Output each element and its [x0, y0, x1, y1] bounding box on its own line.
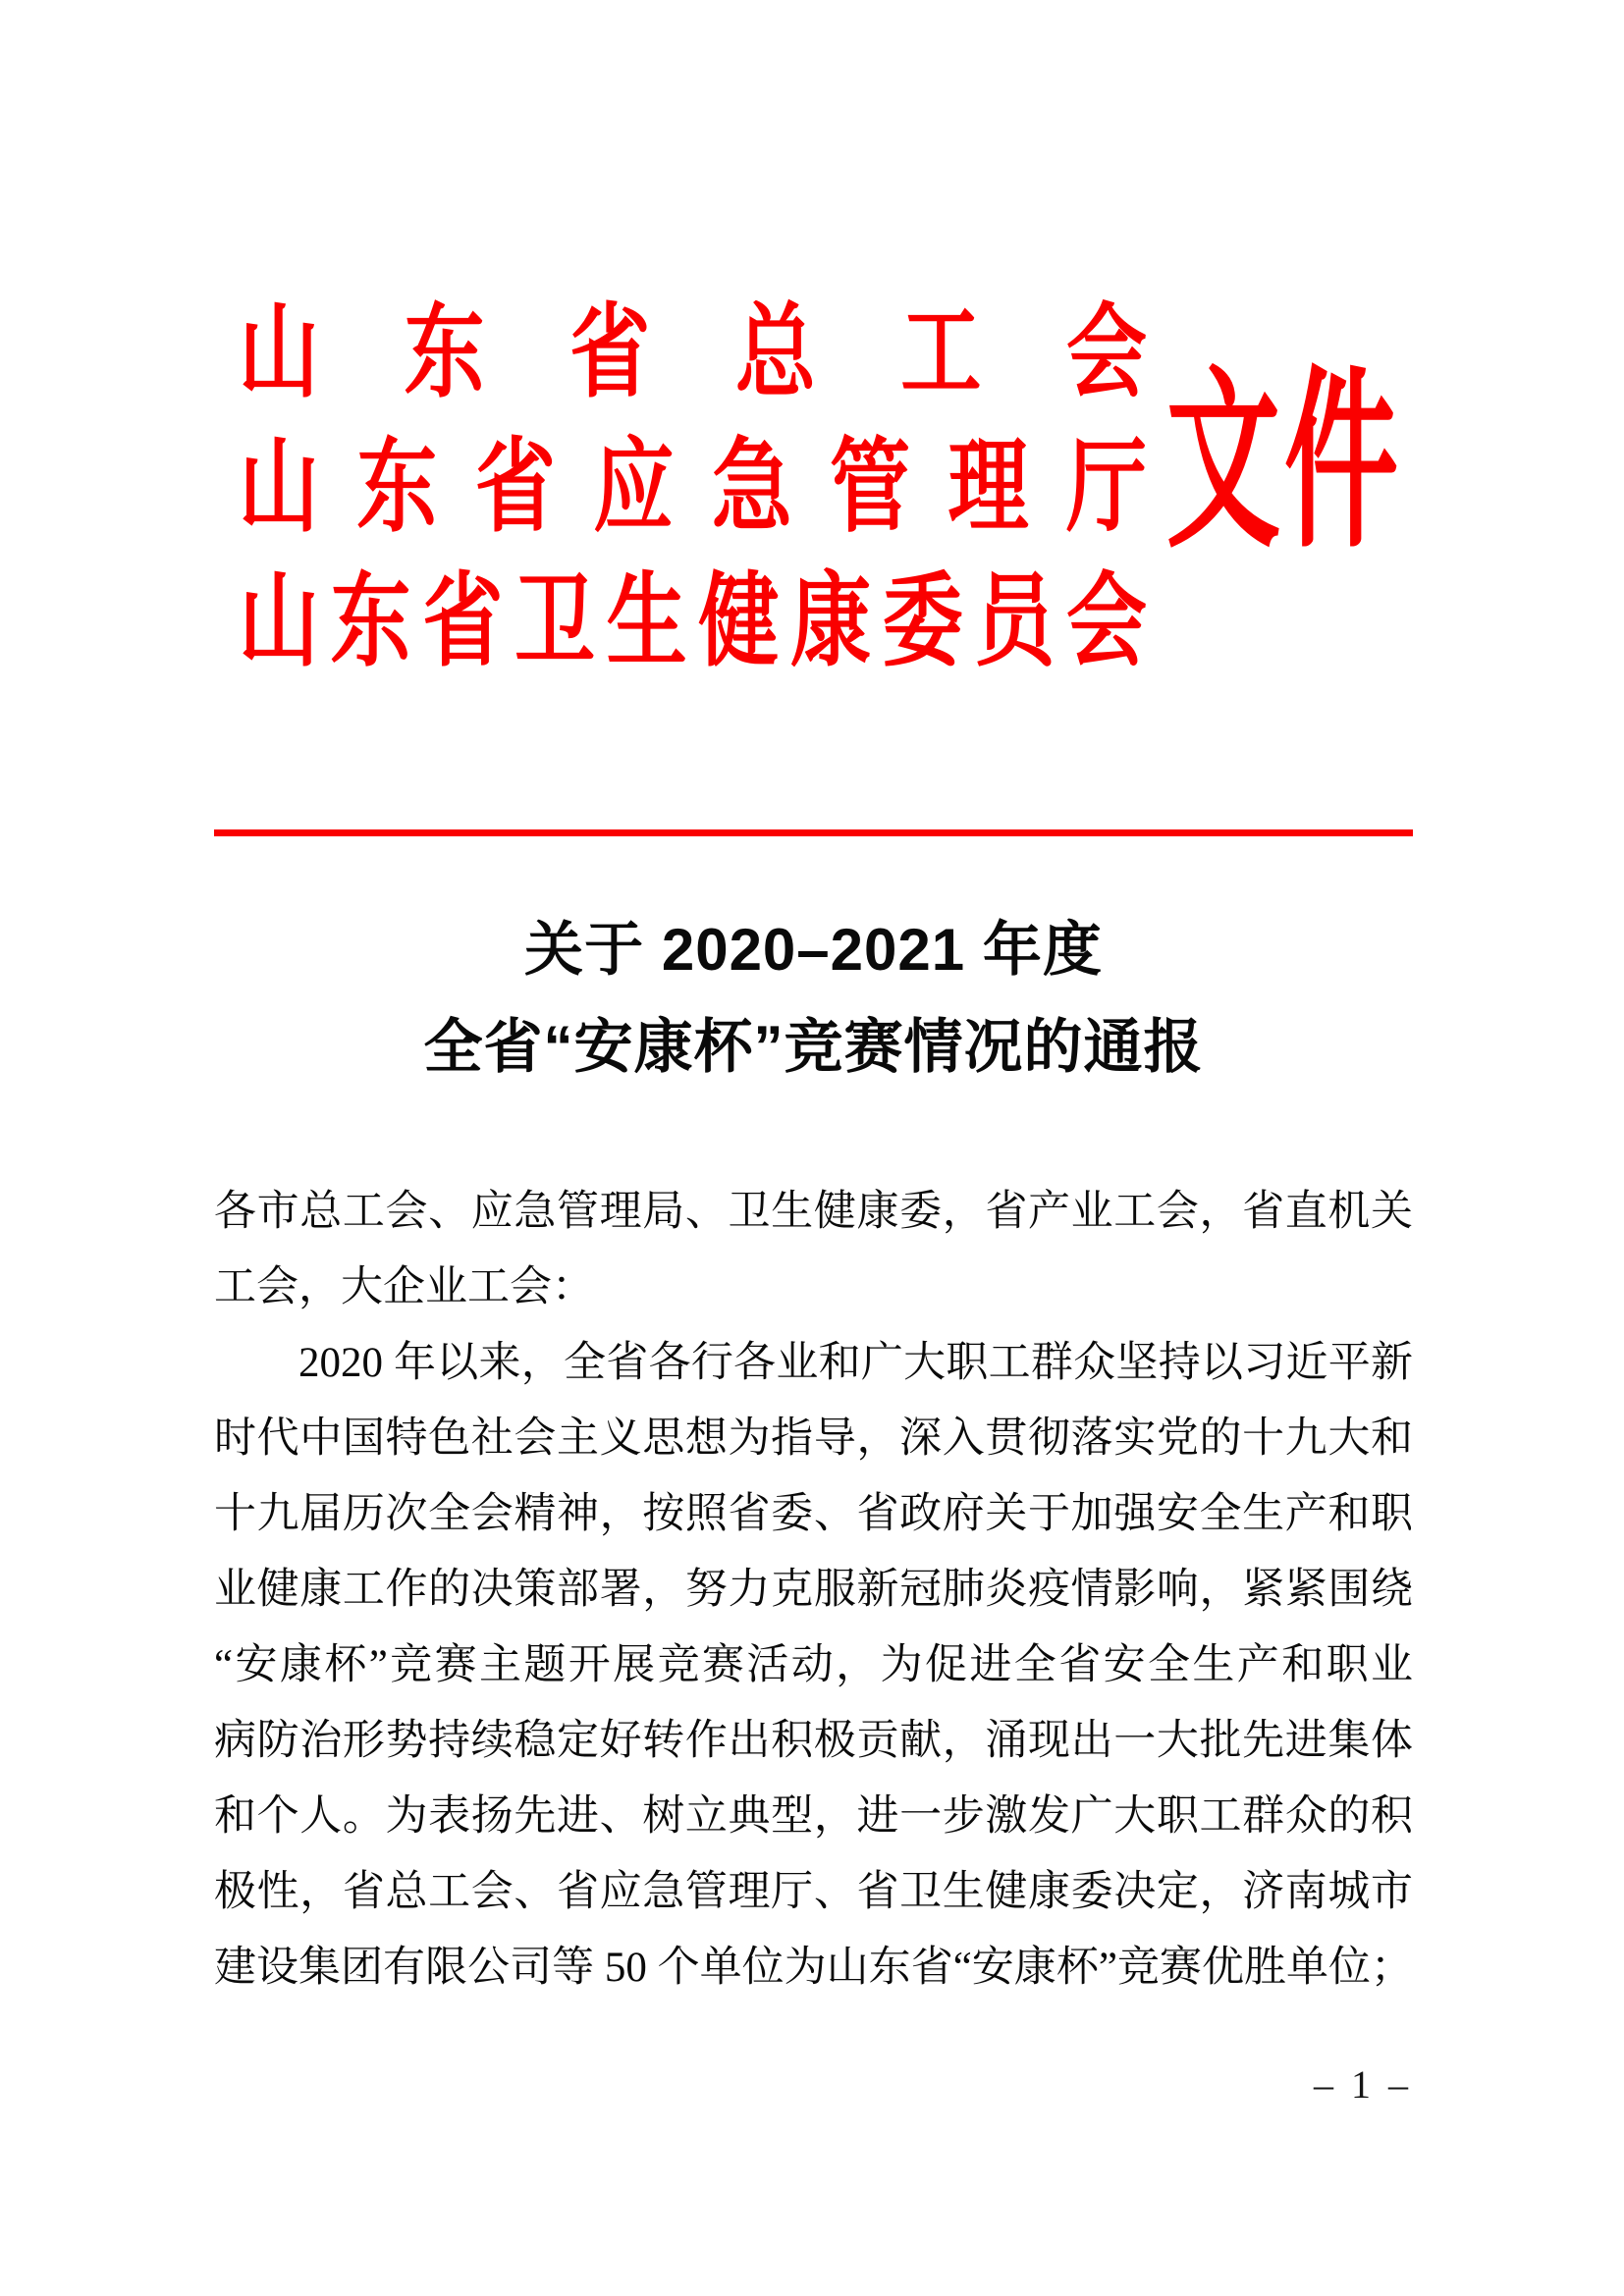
org-name-line-3: 山东省卫生健康委员会: [239, 564, 1147, 679]
body-line: 2020 年以来，全省各行各业和广大职工群众坚持以习近平新: [298, 1340, 1413, 1386]
body-line: 时代中国特色社会主义思想为指导，深入贯彻落实党的十九大和: [214, 1415, 1413, 1462]
body-line: 建设集团有限公司等 50 个单位为山东省“安康杯”竞赛优胜单位；: [214, 1945, 1413, 1991]
page-number: – 1 –: [1314, 2062, 1412, 2107]
org-name-line-1: 山东省总工会: [239, 295, 1147, 410]
body-line: “安康杯”竞赛主题开展竞赛活动，为促进全省安全生产和职业: [214, 1642, 1413, 1688]
body-line: 工会，大企业工会：: [214, 1264, 594, 1310]
document-body: [214, 1174, 1413, 2005]
title-line-2: 全省“安康杯”竞赛情况的通报: [423, 1014, 1204, 1080]
doc-type-label: 文件: [1166, 357, 1402, 572]
body-line: 和个人。为表扬先进、树立典型，进一步激发广大职工群众的积: [214, 1793, 1413, 1840]
body-line: 病防治形势持续稳定好转作出积极贡献，涌现出一大批先进集体: [214, 1718, 1413, 1764]
body-line: 业健康工作的决策部署，努力克服新冠肺炎疫情影响，紧紧围绕: [214, 1567, 1413, 1613]
document-title: [214, 901, 1413, 1095]
body-line: 十九届历次全会精神，按照省委、省政府关于加强安全生产和职: [214, 1491, 1413, 1537]
body-line: 各市总工会、应急管理局、卫生健康委，省产业工会，省直机关: [214, 1189, 1413, 1235]
title-line-1: 关于 2020–2021 年度: [524, 917, 1103, 983]
org-name-line-2: 山东省应急管理厅: [239, 430, 1147, 545]
body-line: 极性，省总工会、省应急管理厅、省卫生健康委决定，济南城市: [214, 1869, 1413, 1915]
red-divider: [214, 829, 1413, 836]
issuing-authorities: [239, 286, 1147, 689]
